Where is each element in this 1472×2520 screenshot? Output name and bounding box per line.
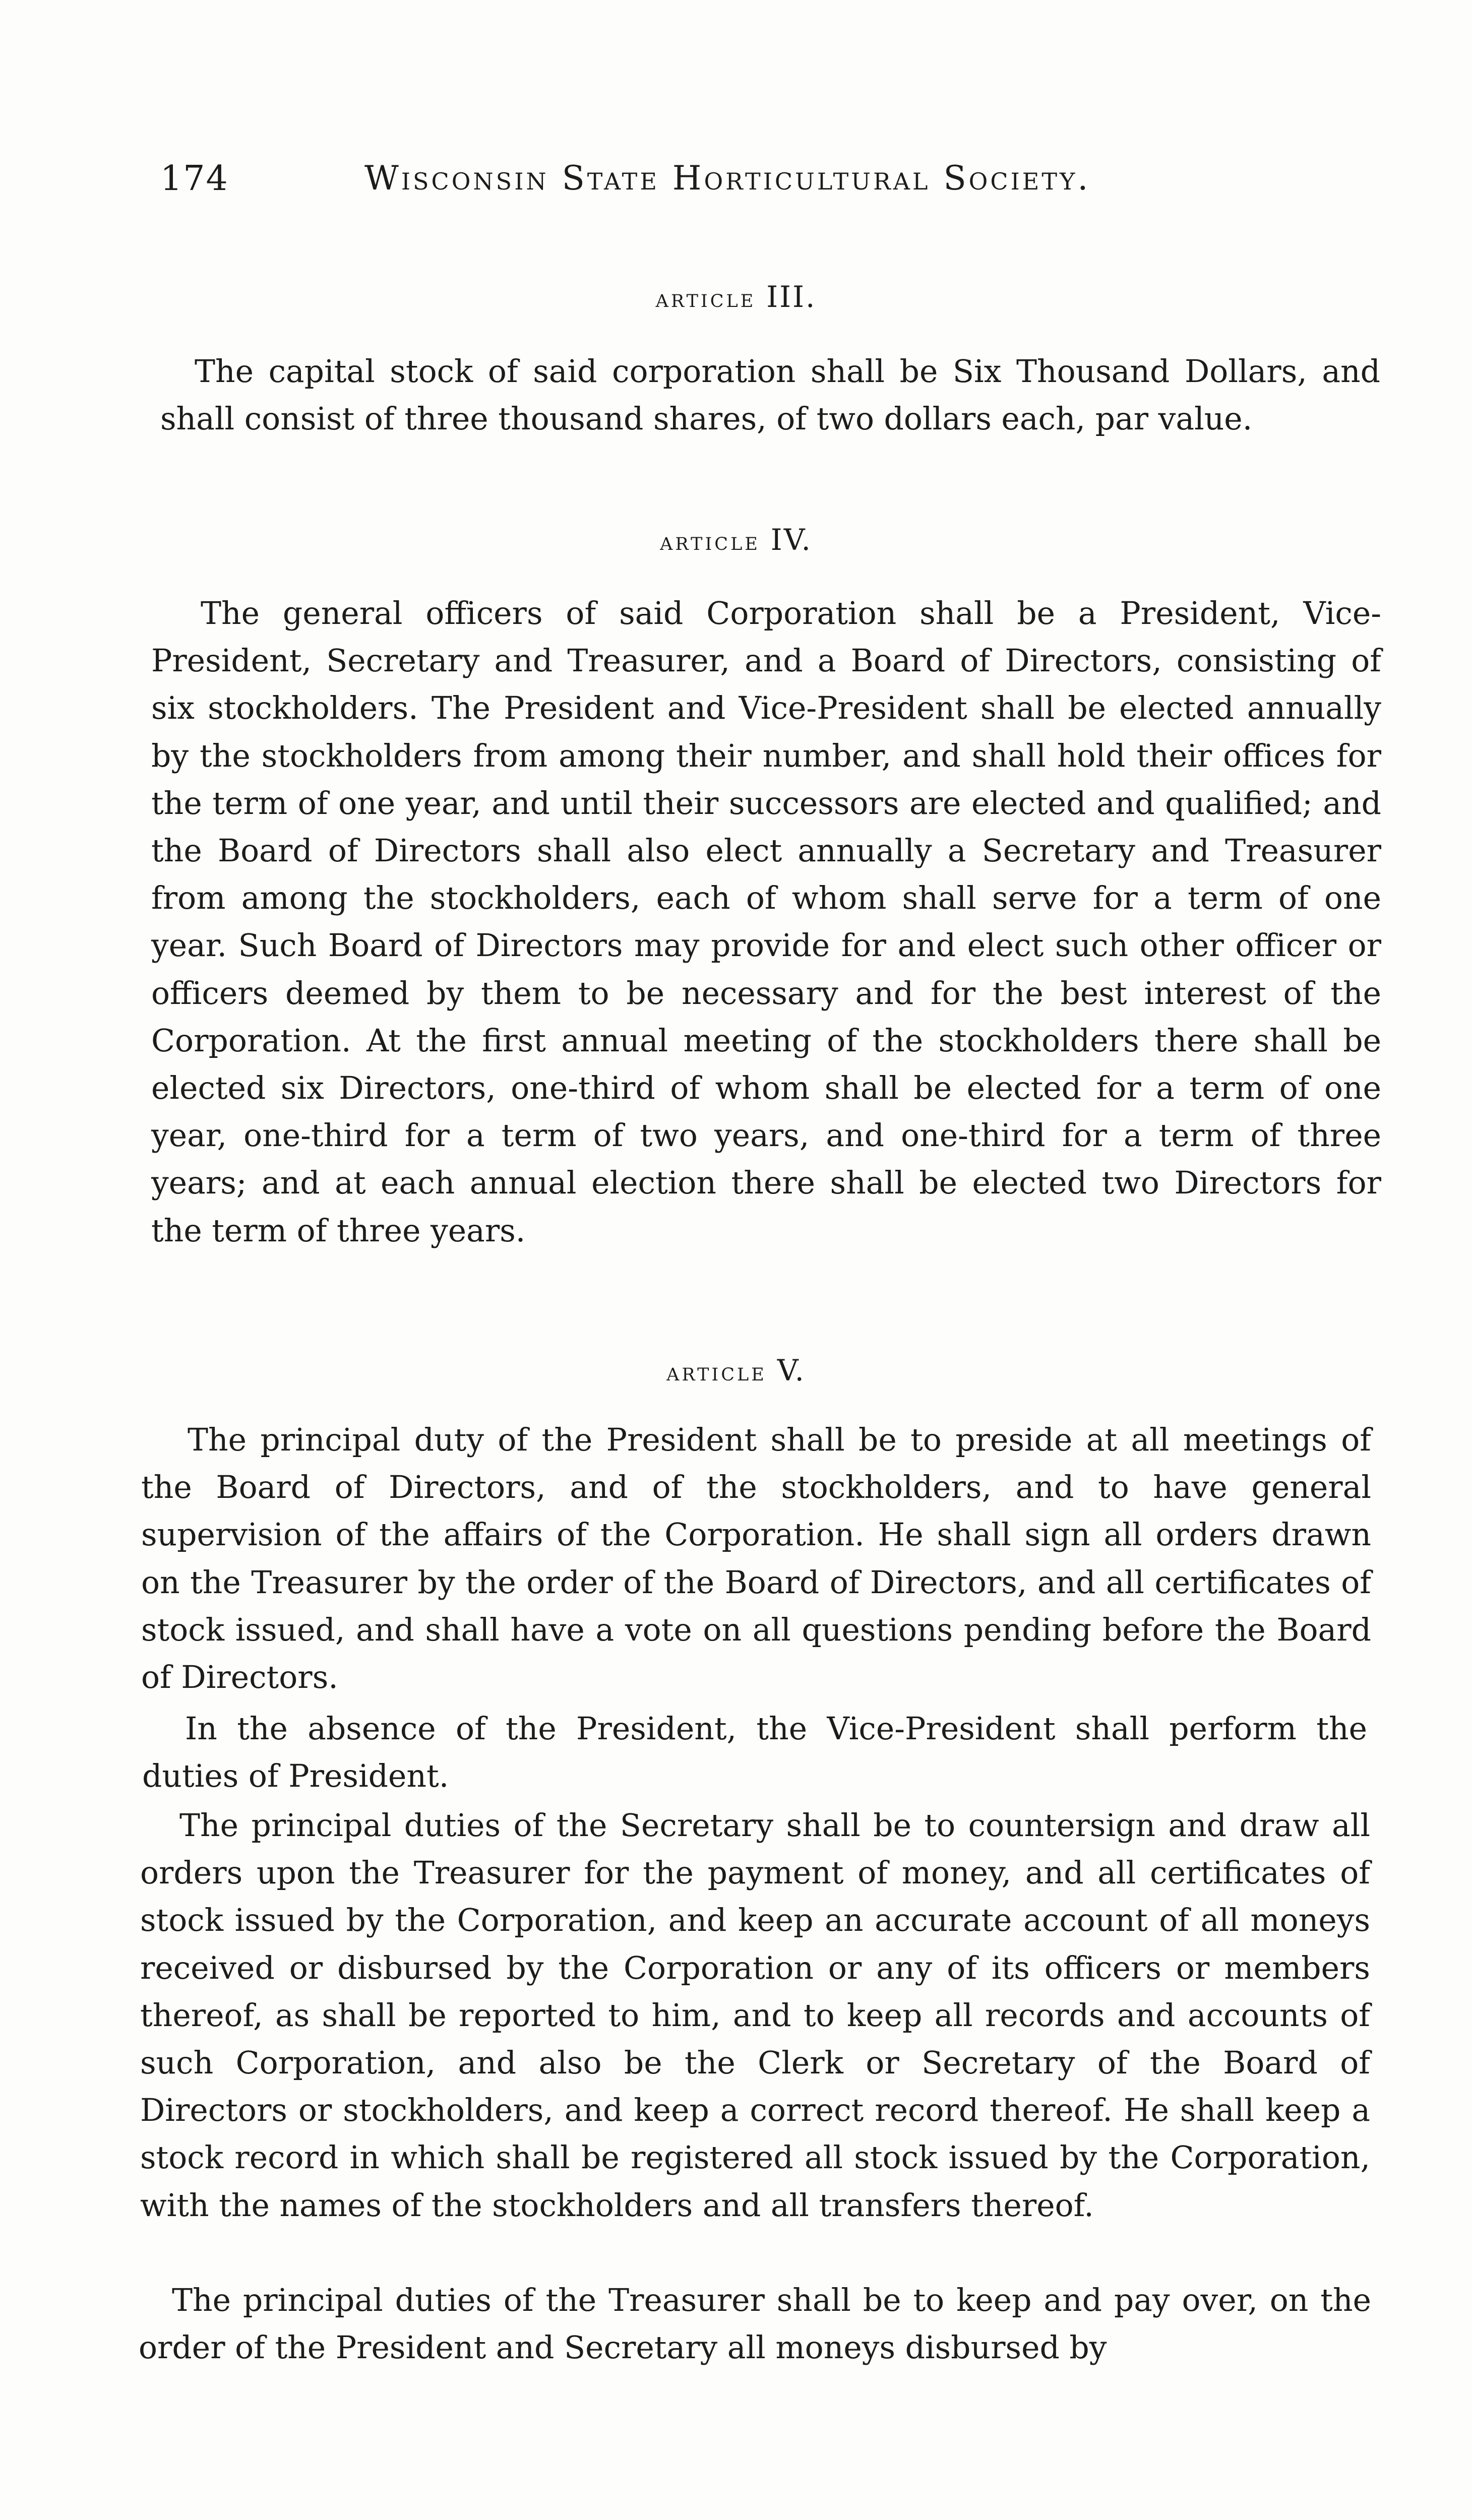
article-label: article <box>660 527 760 556</box>
article-iv-heading <box>0 523 1472 557</box>
article-v-heading <box>0 1353 1472 1388</box>
article-v-paragraph-secretary: The principal duties of the Secretary shall be to countersign and draw all orders upon the Treasurer for the payment of money, and all certificates of stock issued by the Corporation, and keep an accurate account of all moneys received or disbursed by the Corporation or any of its officers or members thereof, as shall be reported to him, and to keep all records and accounts of such Corporation, and also be the Clerk or Secretary of the Board of Directors or stockholders, and keep a correct record thereof. He shall keep a stock record in which shall be registered all stock issued by the Corporation, with the names of the stockholders and all transfers thereof. <box>140 1807 1370 2224</box>
article-label: article <box>666 1357 767 1387</box>
page-number: 174 <box>160 159 229 199</box>
page-header <box>160 159 1380 214</box>
article-v-paragraph-treasurer: The principal duties of the Treasurer shall be to keep and pay over, on the order of the President and Secretary all moneys disbursed by <box>139 2282 1371 2366</box>
running-head: Wisconsin State Horticultural Society. <box>364 159 1091 198</box>
article-v-paragraph-president: The principal duty of the President shall be to preside at all meetings of the Board of Directors, and of the stockholders, and to have general supervision of the affairs of the Corporation. He shall sign all orders drawn on the Treasurer by the order of the Board of Directors, and all certificates of stock issued, and shall have a vote on all questions pending before the Board of Directors. <box>141 1422 1371 1696</box>
article-number: V. <box>777 1353 806 1388</box>
article-number: III. <box>766 280 817 314</box>
article-v-paragraph-vice-president: In the absence of the President, the Vice-President shall perform the duties of President. <box>142 1711 1367 1795</box>
article-iii-heading <box>0 280 1472 314</box>
article-iv-paragraph: The general officers of said Corporation shall be a President, Vice-President, Secretary and Treasurer, and a Board of Directors, consisting of six stockholders. The President and Vice-President shall be elected annually by the stockholders from among their number, and shall hold their offices for the term of one year, and until their successors are elected and qualified; and the Board of Directors shall also elect annually a Secretary and Treasurer from among the stockholders, each of whom shall serve for a term of one year. Such Board of Directors may provide for and elect such other officer or officers deemed by them to be necessary and for the best interest of the Corporation. At the first annual meeting of the stockholders there shall be elected six Directors, one-third of whom shall be elected for a term of one year, one-third for a term of two years, and one-third for a term of three years; and at each annual election there shall be elected two Directors for the term of three years. <box>151 595 1381 1249</box>
article-number: IV. <box>770 523 812 557</box>
article-label: article <box>655 284 756 313</box>
article-iii-paragraph: The capital stock of said corporation shall be Six Thousand Dollars, and shall consist of three thousand shares, of two dollars each, par value. <box>160 353 1380 437</box>
